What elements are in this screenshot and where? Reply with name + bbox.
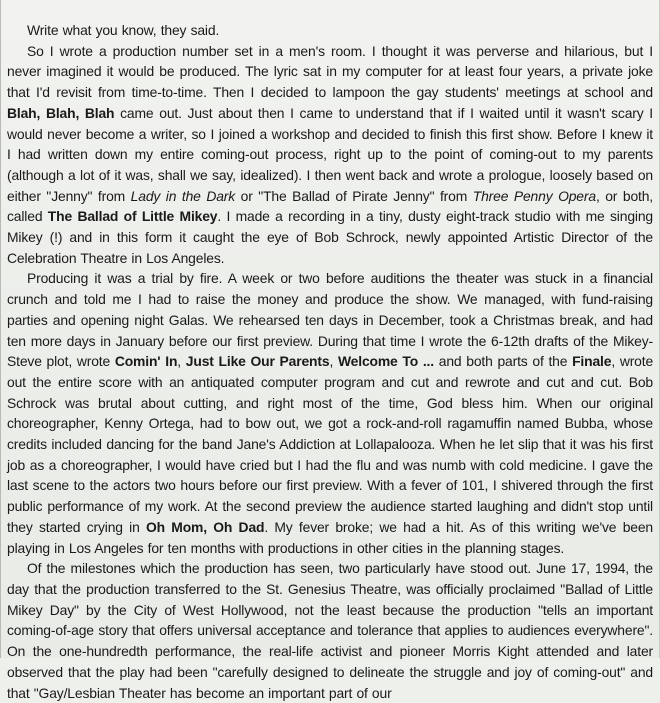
text-segment: , or both, called — [7, 187, 654, 225]
paragraph-2 — [7, 41, 653, 269]
paragraph-1 — [7, 20, 653, 41]
text-segment: . I made a recording in a tiny, dusty eight-track studio with me singing Mikey (!) and in this form it caught the eye of Bob Schrock, newly appointed Artistic Director of the Celebration Theatre in Los Angeles. — [7, 208, 653, 266]
paragraph-4 — [7, 558, 653, 703]
text-segment: or "The Ballad of Pirate Jenny" from — [235, 187, 473, 204]
text-segment: came out. Just about then I came to understand that if I waited until it wasn't scary I would never become a writer, so I joined a workshop and decided to finish this first show. Before I knew it I had written down my entire coming-out process, right up to the point of coming-out to my parents (although a lot of it was, shall we say, idealized). I then went back and wrote a prologue, loosely based on either "Jenny" from — [7, 104, 654, 204]
song-title-ballad-of-little-mikey: The Ballad of Little Mikey — [47, 208, 218, 225]
text-segment: and both parts of the — [433, 353, 573, 370]
text-segment: , — [177, 353, 186, 370]
text-segment: Write what you know, they said. — [27, 22, 220, 38]
text-segment: , — [329, 353, 338, 370]
text-segment: . My fever broke; we had a hit. As of this writing we've been playing in Los Angeles for ten months with productions in other cities in the planning stages. — [7, 518, 653, 556]
paragraph-3 — [7, 268, 653, 558]
song-title-just-like-our-parents: Just Like Our Parents — [185, 353, 330, 370]
text-segment: , wrote out the entire score with an antiquated computer program and cut and rewrote and cut and cut. Bob Schrock was brutal about cutting, and right most of the time, God bless him. When our original choreographer, Kenny Ortega, had to bow out, we got a rock-and-roll ragamuffin named Bubba, whose credits included dancing for the band Jane's Addiction at Lollapalooza. When he let slip that it was his first job as a choreographer, I would have cried but I had the flu and was numb with cold medicine. I gave the last scene to the actors two hours before our first preview. With a fever of 101, I shivered through the first public performance of my work. At the second preview the audience started laughing and didn't stop until they started crying in — [7, 353, 654, 535]
text-segment: Producing it was a trial by fire. A week or two before auditions the theater was stuck in a financial crunch and told me I had to raise the money and produce the show. We managed, with fund-raising parties and opening night Galas. We rehearsed ten days in December, took a Christmas break, and had ten more days in January before our first preview. During that time I wrote the 6-12th drafts of the Mikey-Steve plot, wrote — [7, 270, 653, 370]
song-title-finale: Finale — [572, 353, 612, 370]
body-text — [7, 20, 653, 703]
work-title-three-penny-opera: Three Penny Opera — [472, 187, 596, 204]
song-title-oh-mom-oh-dad: Oh Mom, Oh Dad — [145, 518, 265, 535]
work-title-lady-in-the-dark: Lady in the Dark — [130, 187, 236, 204]
text-segment: So I wrote a production number set in a men's room. I thought it was perverse and hilarious, but I never imagined it would be produced. The lyric sat in my computer for at least four years, a private joke that I'd revisit from time-to-time. Then I decided to lampoon the gay students' meetings at school and — [7, 42, 653, 101]
song-title-welcome-to: Welcome To ... — [337, 353, 434, 370]
song-title-comin-in: Comin' In — [114, 353, 178, 370]
song-title-blah-blah-blah: Blah, Blah, Blah — [7, 104, 115, 121]
text-segment: Of the milestones which the production has seen, two particularly have stood out. June 17, 1994, the day that the production transferred to the St. Genesius Theatre, was officially proclaimed "Ballad of Little Mikey Day" by the City of West Hollywood, not the least because the production "tells an important coming-of-age story that offers universal acceptance and tolerance that applies to audiences everywhere". On the one-hundredth performance, the real-life activist and pioneer Morris Kight attended and later observed that the play had been "carefully designed to delineate the struggle and joy of coming-out" and that "Gay/Lesbian Theater has become an important part of our — [7, 560, 653, 701]
